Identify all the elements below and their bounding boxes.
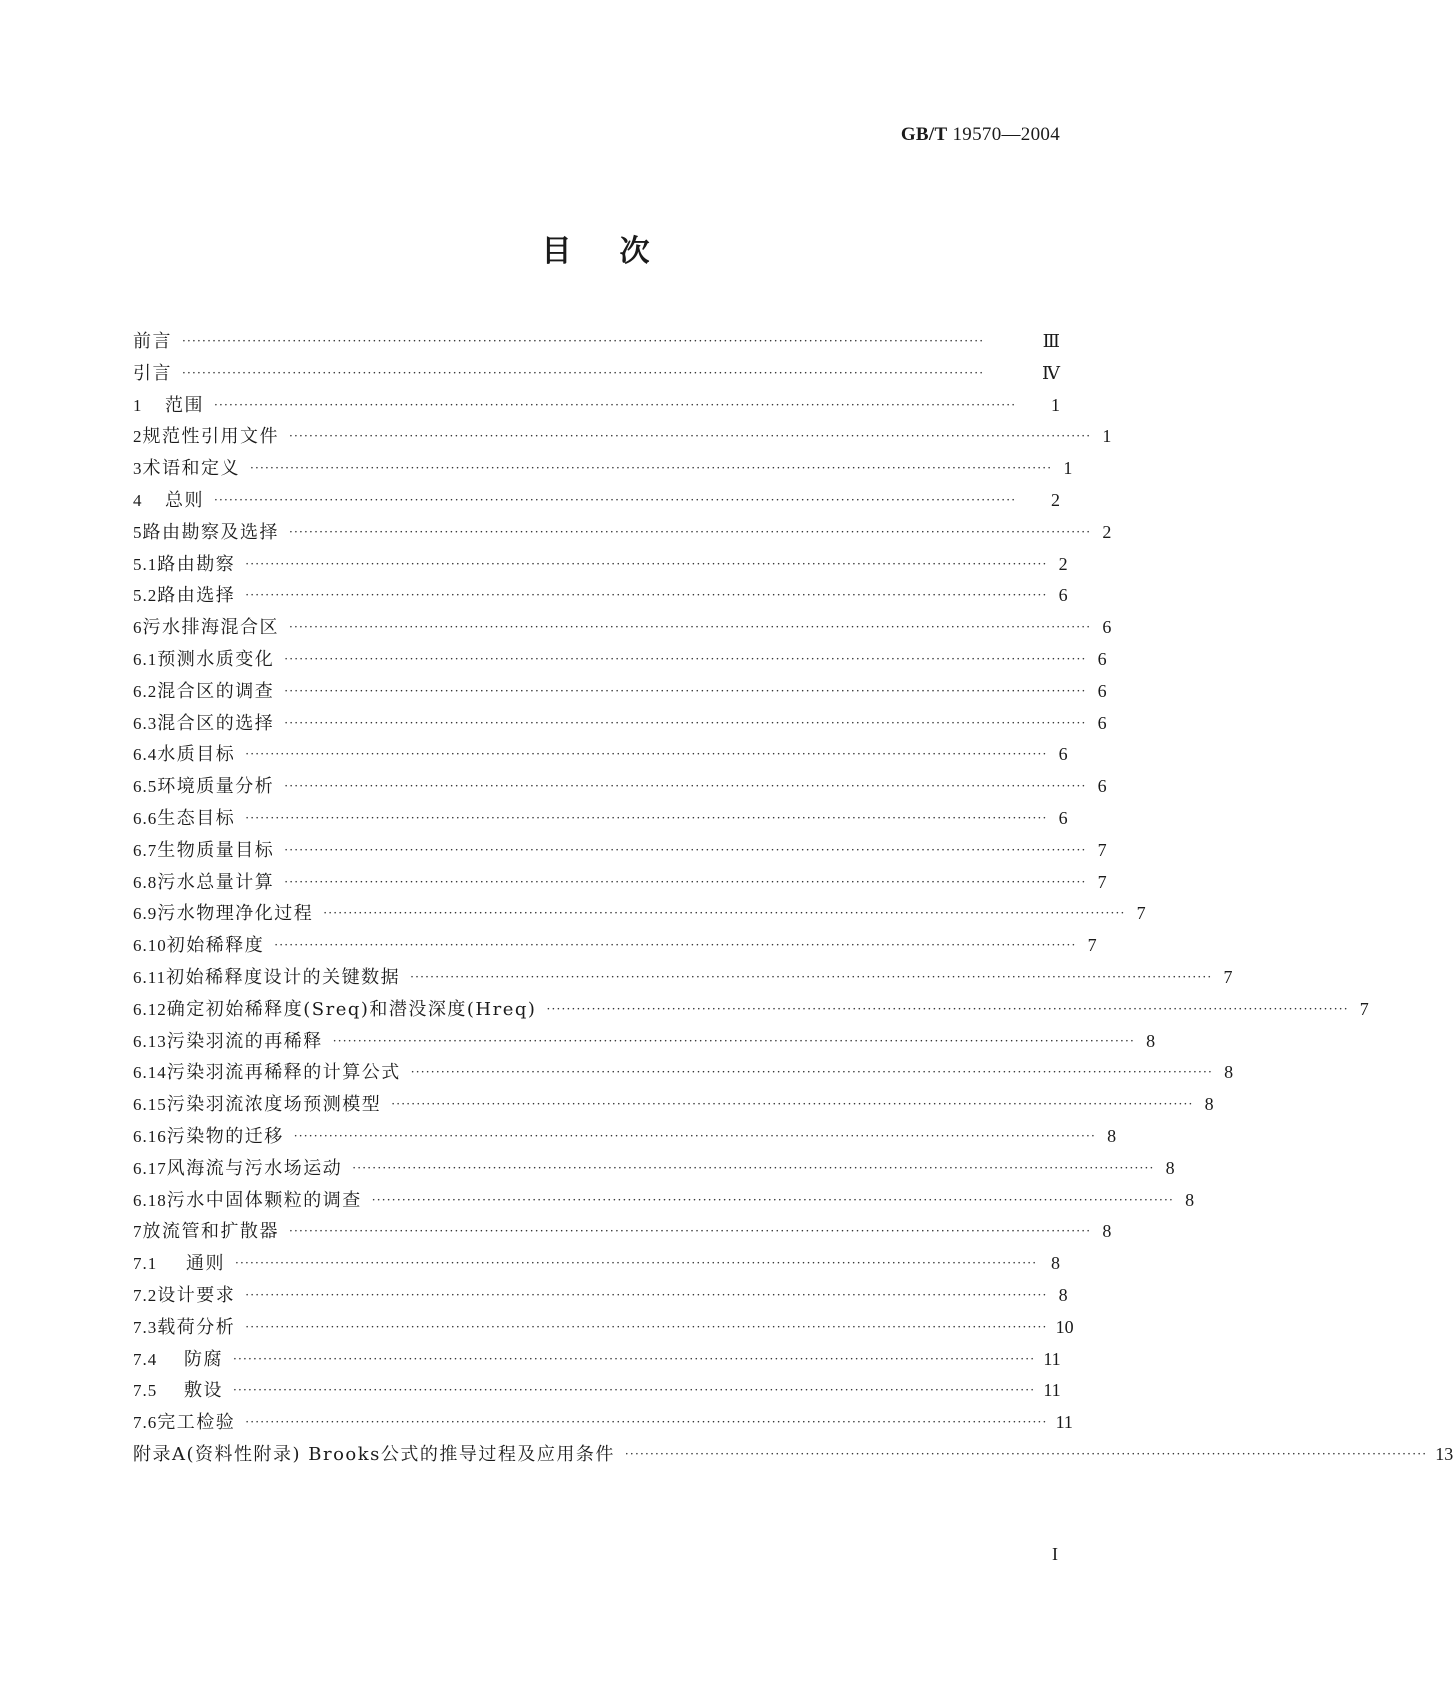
toc-entry-page: 8	[1051, 1253, 1060, 1274]
toc-entry-number: 6.4	[133, 745, 158, 765]
toc-entry[interactable]	[133, 421, 1112, 453]
toc-entry-title: 范围	[165, 394, 204, 416]
dot-leader: ································································································································································	[284, 715, 1087, 730]
dot-leader: ································································································································································	[245, 1287, 1048, 1302]
toc-entry-page: 1	[1063, 458, 1073, 479]
toc-entry-number: 6.3	[133, 713, 158, 733]
toc-entry-number: 6.14	[133, 1063, 167, 1083]
dot-leader: ································································································································································	[245, 1415, 1048, 1430]
toc-entry[interactable]	[133, 930, 1097, 962]
toc-entry-number: 6.12	[133, 999, 167, 1019]
toc-entry-page: 8	[1102, 1221, 1112, 1242]
table-of-contents	[133, 326, 1453, 1471]
standard-prefix: GB/T	[900, 124, 948, 145]
toc-entry-title: 路由勘察	[157, 553, 236, 575]
toc-entry[interactable]	[133, 1439, 1453, 1471]
page-title: 目次	[541, 234, 698, 269]
toc-entry-number: 6.18	[133, 1190, 167, 1210]
toc-entry-page: 7	[1097, 839, 1107, 860]
toc-entry-number: 6.15	[133, 1095, 167, 1115]
toc-entry-title: 混合区的调查	[157, 680, 275, 702]
toc-entry[interactable]	[133, 962, 1233, 994]
toc-entry[interactable]	[133, 1344, 1060, 1376]
toc-entry-number: 6.7	[133, 840, 158, 860]
toc-entry-page: 6	[1097, 776, 1107, 797]
toc-entry[interactable]	[133, 1026, 1156, 1058]
toc-entry-title: 总则	[165, 489, 204, 511]
dot-leader: ································································································································································	[289, 1224, 1092, 1239]
toc-entry-number: 4	[133, 490, 143, 510]
toc-entry-number: 1	[133, 395, 143, 415]
dot-leader: ································································································································································	[289, 524, 1092, 539]
toc-entry-title: 放流管和扩散器	[142, 1221, 279, 1243]
toc-entry-page: Ⅲ	[1042, 331, 1060, 351]
toc-entry-title: 前言	[133, 331, 172, 352]
dot-leader: ································································································································································	[410, 1065, 1214, 1080]
toc-entry-page: 11	[1043, 1348, 1061, 1369]
toc-entry-title: 确定初始稀释度(Sreq)和潜没深度(Hreq)	[166, 998, 537, 1020]
toc-entry-page: 6	[1102, 617, 1112, 638]
toc-entry-page: 8	[1224, 1062, 1234, 1083]
toc-entry-page: 2	[1102, 521, 1112, 542]
dot-leader: ································································································································································	[289, 620, 1092, 635]
dot-leader: ································································································································································	[245, 1319, 1048, 1334]
toc-entry-page: 7	[1223, 966, 1233, 987]
toc-entry-page: 8	[1058, 1284, 1068, 1305]
toc-entry-number: 6.10	[133, 936, 167, 956]
toc-entry-page: 7	[1087, 935, 1097, 956]
toc-entry-title: 载荷分析	[157, 1316, 236, 1338]
toc-entry-page: 8	[1107, 1125, 1117, 1146]
dot-leader: ································································································································································	[410, 969, 1213, 984]
toc-entry-page: Ⅳ	[1042, 362, 1060, 383]
standard-code: 19570—2004	[952, 124, 1060, 145]
dot-leader: ································································································································································	[274, 938, 1077, 953]
dot-leader: ································································································································································	[233, 1351, 1036, 1366]
toc-entry-number: 6.13	[133, 1031, 167, 1051]
toc-entry-title: 完工检验	[157, 1412, 236, 1434]
toc-entry-title: 设计要求	[157, 1284, 236, 1306]
toc-entry-number: 5.2	[133, 586, 158, 606]
dot-leader: ································································································································································	[233, 1383, 1036, 1398]
toc-entry[interactable]	[133, 1216, 1112, 1248]
toc-entry[interactable]	[133, 835, 1107, 867]
toc-entry-title: 初始稀释度设计的关键数据	[166, 966, 401, 988]
dot-leader: ································································································································································	[624, 1446, 1428, 1461]
toc-entry-title: 水质目标	[157, 744, 236, 766]
toc-entry-number: 6.5	[133, 777, 158, 797]
toc-entry-page: 1	[1102, 426, 1112, 447]
toc-entry-page: 11	[1043, 1380, 1061, 1401]
toc-entry-page: 2	[1051, 489, 1060, 510]
toc-entry[interactable]	[133, 358, 1060, 390]
dot-leader: ································································································································································	[332, 1033, 1136, 1048]
toc-entry-title: 生态目标	[157, 807, 236, 829]
toc-entry[interactable]	[133, 1375, 1060, 1407]
toc-entry-page: 8	[1165, 1157, 1175, 1178]
toc-entry[interactable]	[133, 898, 1146, 930]
toc-entry-page: 2	[1058, 553, 1068, 574]
toc-entry-page: 1	[1051, 394, 1060, 415]
toc-entry-page: 7	[1097, 871, 1107, 892]
toc-entry-number: 6.2	[133, 681, 158, 701]
dot-leader: ································································································································································	[391, 1097, 1194, 1112]
toc-entry[interactable]	[133, 612, 1112, 644]
toc-entry-title: 环境质量分析	[157, 776, 275, 798]
toc-entry-title: 生物质量目标	[157, 839, 275, 861]
toc-entry-page: 7	[1136, 903, 1146, 924]
toc-entry[interactable]	[133, 1153, 1175, 1185]
toc-entry[interactable]	[133, 708, 1107, 740]
toc-entry[interactable]	[133, 1312, 1074, 1344]
toc-entry-page: 7	[1359, 998, 1369, 1019]
toc-entry-page: 10	[1055, 1316, 1074, 1337]
dot-leader: ································································································································································	[284, 874, 1087, 889]
dot-leader: ································································································································································	[235, 1256, 1038, 1271]
toc-entry-title: 术语和定义	[142, 458, 240, 480]
toc-entry-title: 预测水质变化	[157, 648, 275, 670]
toc-entry-number: 7.2	[133, 1285, 158, 1305]
toc-entry-page: 6	[1058, 585, 1068, 606]
toc-entry-title: 污染羽流浓度场预测模型	[166, 1094, 382, 1116]
dot-leader: ································································································································································	[245, 747, 1048, 762]
toc-entry-title: 污染羽流再稀释的计算公式	[166, 1062, 401, 1084]
toc-entry-number: 6.9	[133, 904, 158, 924]
dot-leader: ································································································································································	[245, 810, 1048, 825]
toc-entry-number: 6.11	[133, 967, 167, 987]
toc-entry[interactable]	[133, 1280, 1068, 1312]
dot-leader: ································································································································································	[182, 365, 985, 380]
toc-entry-number: 6.16	[133, 1126, 167, 1146]
toc-entry-title: 路由勘察及选择	[142, 521, 279, 543]
toc-entry-title: 路由选择	[157, 585, 236, 607]
toc-entry-number: 7.3	[133, 1317, 158, 1337]
toc-entry-number: 3	[133, 459, 143, 479]
toc-entry[interactable]	[133, 1089, 1214, 1121]
toc-entry-title: 初始稀释度	[166, 935, 265, 957]
toc-entry-number: 6.17	[133, 1158, 167, 1178]
toc-entry[interactable]	[133, 1407, 1073, 1439]
toc-entry[interactable]	[133, 1057, 1234, 1089]
toc-entry-number: 6.6	[133, 808, 158, 828]
toc-entry-title: 污染羽流的再稀释	[166, 1030, 323, 1052]
toc-entry[interactable]	[133, 485, 1060, 517]
toc-entry-number: 7.4	[133, 1349, 158, 1369]
toc-entry-number: 2	[133, 427, 143, 447]
toc-entry-title: 附录A(资料性附录) Brooks公式的推导过程及应用条件	[133, 1443, 615, 1465]
dot-leader: ································································································································································	[284, 779, 1087, 794]
toc-entry[interactable]	[133, 1121, 1117, 1153]
dot-leader: ································································································································································	[323, 906, 1126, 921]
toc-entry-number: 5.1	[133, 554, 158, 574]
toc-entry-title: 风海流与污水场运动	[166, 1157, 343, 1179]
toc-entry-number: 7.1	[133, 1254, 158, 1274]
toc-entry-title: 污水物理净化过程	[157, 903, 314, 925]
dot-leader: ································································································································································	[245, 588, 1048, 603]
toc-entry[interactable]	[133, 390, 1060, 422]
toc-entry-number: 7.5	[133, 1381, 158, 1401]
toc-entry[interactable]	[133, 517, 1112, 549]
toc-entry[interactable]	[133, 994, 1369, 1026]
toc-entry-number: 5	[133, 522, 143, 542]
toc-entry[interactable]	[133, 580, 1068, 612]
toc-entry[interactable]	[133, 739, 1068, 771]
dot-leader: ································································································································································	[250, 461, 1053, 476]
dot-leader: ································································································································································	[284, 842, 1087, 857]
toc-entry-page: 8	[1146, 1030, 1156, 1051]
dot-leader: ································································································································································	[182, 334, 985, 348]
toc-entry-title: 规范性引用文件	[142, 426, 279, 448]
toc-entry[interactable]	[133, 803, 1068, 835]
toc-entry-title: 通则	[186, 1253, 225, 1275]
page-folio: I	[1052, 1544, 1058, 1564]
toc-entry-page: 6	[1058, 807, 1068, 828]
toc-entry[interactable]	[133, 549, 1068, 581]
toc-entry[interactable]	[133, 1248, 1060, 1280]
dot-leader: ································································································································································	[546, 1001, 1349, 1016]
toc-entry-number: 7.6	[133, 1413, 158, 1433]
toc-entry-number: 7	[133, 1222, 143, 1242]
dot-leader: ································································································································································	[245, 556, 1048, 571]
toc-entry-title: 污水中固体颗粒的调查	[166, 1189, 362, 1211]
toc-entry-title: 混合区的选择	[157, 712, 275, 734]
toc-entry-page: 8	[1204, 1094, 1214, 1115]
dot-leader: ································································································································································	[371, 1192, 1175, 1207]
toc-entry-page: 11	[1055, 1412, 1073, 1433]
toc-entry-title: 敷设	[184, 1380, 223, 1402]
toc-entry-title: 防腐	[184, 1348, 223, 1370]
standard-number	[901, 124, 1060, 146]
toc-entry-number: 6	[133, 618, 143, 638]
dot-leader: ································································································································································	[352, 1160, 1155, 1175]
toc-entry-title: 污水排海混合区	[142, 617, 279, 639]
toc-entry-number: 6.1	[133, 649, 158, 669]
toc-entry[interactable]	[133, 453, 1073, 485]
dot-leader: ································································································································································	[284, 683, 1087, 698]
toc-entry-page: 6	[1097, 712, 1107, 733]
toc-entry[interactable]	[133, 771, 1107, 803]
toc-entry-title: 污水总量计算	[157, 871, 275, 893]
dot-leader: ································································································································································	[289, 429, 1092, 444]
toc-entry-page: 6	[1097, 680, 1107, 701]
toc-entry-title: 污染物的迁移	[166, 1125, 284, 1147]
toc-entry-page: 6	[1097, 648, 1107, 669]
dot-leader: ································································································································································	[284, 651, 1087, 666]
dot-leader: ································································································································································	[214, 397, 1017, 412]
toc-entry-page: 6	[1058, 744, 1068, 765]
toc-entry-title: 引言	[133, 362, 172, 384]
toc-entry[interactable]	[133, 1185, 1195, 1217]
dot-leader: ································································································································································	[293, 1128, 1097, 1143]
toc-entry[interactable]	[133, 326, 1060, 358]
toc-entry[interactable]	[133, 644, 1107, 676]
dot-leader: ································································································································································	[214, 492, 1017, 507]
toc-entry-page: 13	[1435, 1443, 1453, 1464]
toc-entry[interactable]	[133, 676, 1107, 708]
toc-entry-number: 6.8	[133, 872, 158, 892]
toc-entry-page: 8	[1185, 1189, 1195, 1210]
toc-entry[interactable]	[133, 867, 1107, 899]
